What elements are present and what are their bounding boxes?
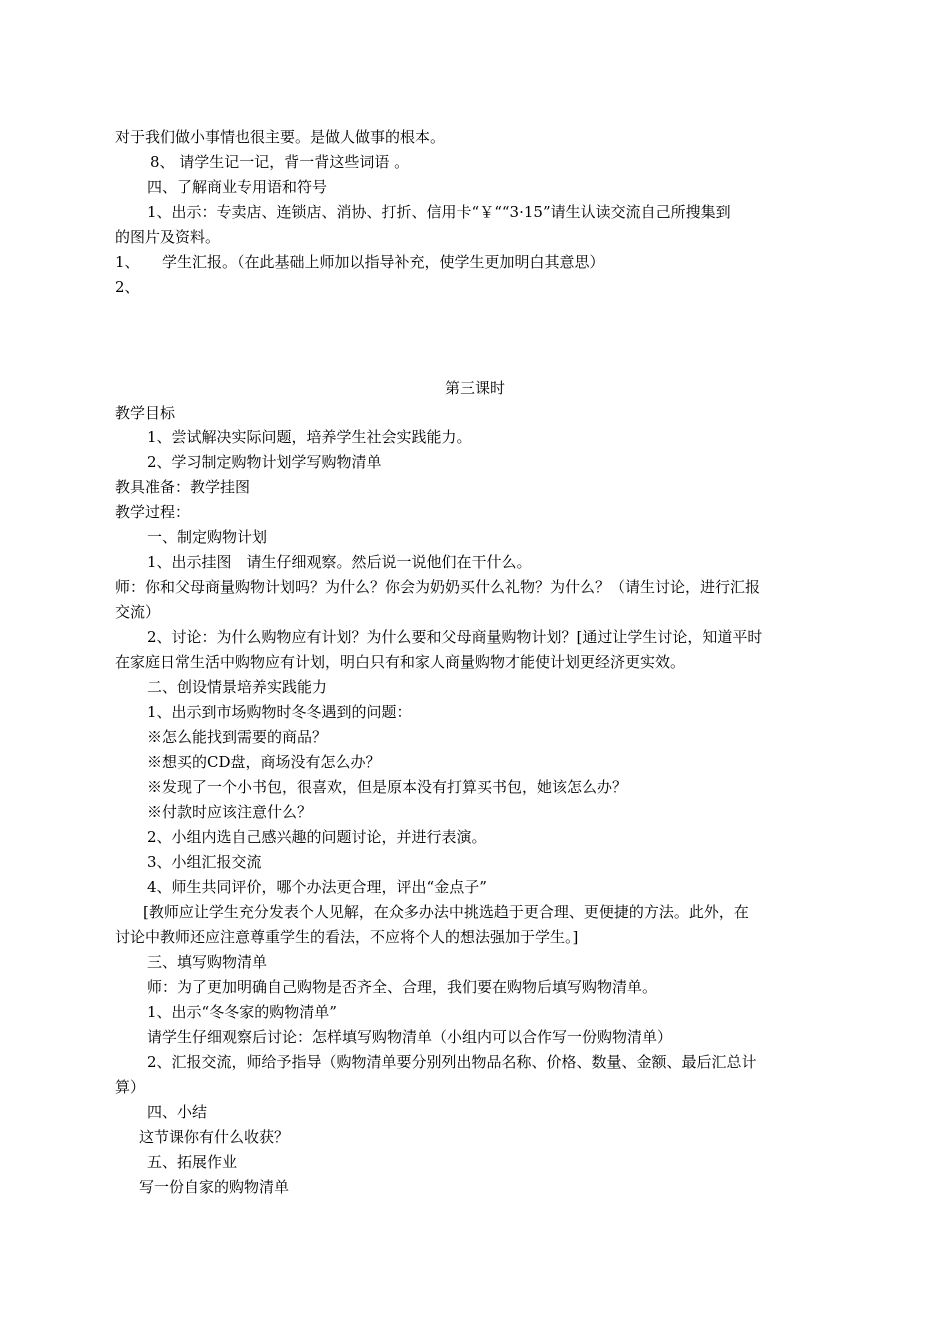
- paragraph-line: 1、出示到市场购物时冬冬遇到的问题：: [147, 703, 412, 721]
- paragraph-line: 在家庭日常生活中购物应有计划，明白只有和家人商量购物才能使计划更经济更实效。: [115, 653, 686, 671]
- list-item: ※想买的CD盘，商场没有怎么办？: [147, 753, 381, 771]
- paragraph-line: 教具准备：教学挂图: [115, 478, 251, 496]
- section-heading: 四、了解商业专用语和符号: [147, 178, 328, 196]
- paragraph-line: 教学目标: [115, 404, 176, 422]
- section-heading: 四、小结: [147, 1103, 208, 1121]
- paragraph-line: 算）: [115, 1078, 146, 1096]
- paragraph-line: 2、讨论：为什么购物应有计划？为什么要和父母商量购物计划？[通过让学生讨论，知道平时: [147, 628, 763, 646]
- list-item: ※发现了一个小书包，很喜欢，但是原本没有打算买书包，她该怎么办？: [147, 778, 628, 796]
- list-item: ※怎么能找到需要的商品？: [147, 728, 328, 746]
- section-heading: 二、创设情景培养实践能力: [147, 678, 328, 696]
- list-item: ※付款时应该注意什么？: [147, 803, 313, 821]
- paragraph-line: 讨论中教师还应注意尊重学生的看法，不应将个人的想法强加于学生。]: [115, 928, 579, 946]
- paragraph-line: 对于我们做小事情也很主要。是做人做事的根本。: [115, 128, 446, 146]
- paragraph-line: 这节课你有什么收获？: [139, 1128, 290, 1146]
- paragraph-line: 2、小组内选自己感兴趣的问题讨论，并进行表演。: [147, 828, 487, 846]
- paragraph-line: 请学生仔细观察后讨论：怎样填写购物清单（小组内可以合作写一份购物清单）: [147, 1028, 673, 1046]
- paragraph-line: 教学过程：: [115, 503, 191, 521]
- section-heading: 三、填写购物清单: [147, 953, 268, 971]
- paragraph-line: 交流）: [115, 603, 161, 621]
- paragraph-line: 师：为了更加明确自己购物是否齐全、合理，我们要在购物后填写购物清单。: [147, 978, 658, 996]
- paragraph-line: [教师应让学生充分发表个人见解，在众多办法中挑选趋于更合理、更便捷的方法。此外，在: [143, 903, 749, 921]
- paragraph-line: 1、出示挂图 请生仔细观察。然后说一说他们在干什么。: [147, 553, 532, 571]
- paragraph-line: 3、小组汇报交流: [147, 853, 262, 871]
- paragraph-line: 1、出示：专卖店、连锁店、消协、打折、信用卡“￥““3·15”请生认读交流自己所搜集到: [147, 203, 731, 221]
- lesson-title: 第三课时: [444, 379, 505, 397]
- paragraph-line: 1、尝试解决实际问题，培养学生社会实践能力。: [147, 428, 472, 446]
- paragraph-line: 1、 学生汇报。（在此基础上师加以指导补充，使学生更加明白其意思）: [115, 253, 605, 271]
- paragraph-line: 写一份自家的购物清单: [139, 1178, 290, 1196]
- paragraph-line: 师：你和父母商量购物计划吗？为什么？你会为奶奶买什么礼物？为什么？（请生讨论，进行汇报: [115, 578, 761, 596]
- paragraph-line: 2、汇报交流，师给予指导（购物清单要分别列出物品名称、价格、数量、金额、最后汇总计: [147, 1053, 757, 1071]
- section-heading: 一、制定购物计划: [147, 528, 268, 546]
- paragraph-line: 8、 请学生记一记，背一背这些词语 。: [150, 153, 410, 171]
- paragraph-line: 1、出示“冬冬家的购物清单”: [147, 1003, 337, 1021]
- paragraph-line: 的图片及资料。: [115, 228, 221, 246]
- paragraph-line: 4、师生共同评价，哪个办法更合理，评出“金点子”: [147, 878, 487, 896]
- paragraph-line: 2、学习制定购物计划学写购物清单: [147, 453, 382, 471]
- paragraph-line: 2、: [115, 278, 140, 296]
- section-heading: 五、拓展作业: [147, 1153, 238, 1171]
